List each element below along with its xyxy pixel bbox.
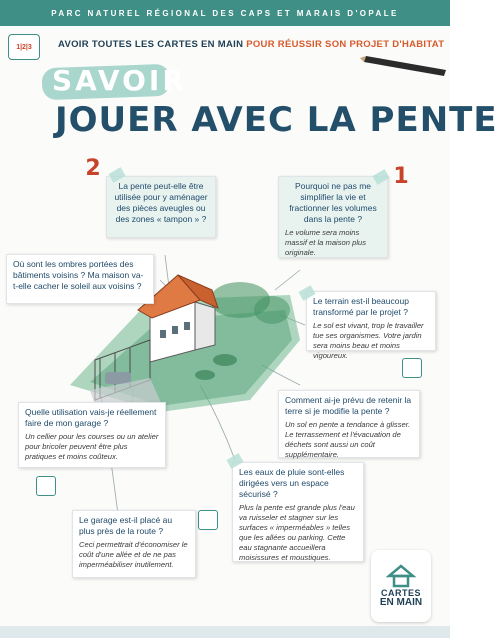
house-marker-icon bbox=[402, 358, 422, 378]
pencil-icon bbox=[360, 54, 450, 80]
note-garage-use-question: Quelle utilisation vais-je réellement faire de mon garage ? bbox=[25, 407, 157, 428]
house-logo-icon bbox=[386, 564, 416, 588]
note-garage-use bbox=[18, 402, 166, 468]
brand-line2: EN MAIN bbox=[379, 597, 423, 608]
series-subtitle bbox=[58, 39, 444, 50]
title-kicker: SAVOIR bbox=[52, 64, 187, 97]
note-garage-placement-question: Le garage est-il placé au plus près de la route ? bbox=[79, 515, 173, 536]
note-rain-water-answer: Plus la pente est grande plus l'eau va ruisseler et stagner sur les surfaces « imperméables » telles que les allées ou parking. Cette eau stagnante accueillera moisissures et moustiques. bbox=[239, 503, 355, 562]
note-split-volumes bbox=[278, 176, 388, 258]
note-shadows-question: Où sont les ombres portées des bâtiments voisins ? Ma maison va-t-elle cacher le soleil aux voisins ? bbox=[13, 259, 144, 291]
note-terrain-answer: Le sol est vivant, trop le travailler tue ses organismes. Votre jardin sera moins beau et moins vigoureux. bbox=[313, 321, 424, 360]
note-garage-placement bbox=[72, 510, 196, 578]
series-logo-text: 1|2|3 bbox=[16, 43, 32, 51]
step-number-1: 1 bbox=[393, 164, 409, 189]
note-garage-placement-answer: Ceci permettrait d'économiser le coût d'une allée et de ne pas imperméabiliser inutilement. bbox=[79, 540, 188, 569]
note-buried-rooms-question: La pente peut-elle être utilisée pour y aménager des pièces aveugles ou des zones « tampon » ? bbox=[114, 181, 208, 224]
house-marker-icon bbox=[198, 510, 218, 530]
cartes-en-main-logo bbox=[371, 550, 431, 622]
subtitle-main: AVOIR TOUTES LES CARTES EN MAIN bbox=[58, 39, 244, 50]
header-band: PARC NATUREL RÉGIONAL DES CAPS ET MARAIS D'OPALE bbox=[0, 0, 450, 26]
note-rain-water-question: Les eaux de pluie sont-elles dirigées vers un espace sécurisé ? bbox=[239, 467, 345, 499]
note-buried-rooms bbox=[106, 176, 216, 238]
note-retain-soil bbox=[278, 390, 420, 458]
step-number-2: 2 bbox=[85, 156, 101, 181]
brand-line1: CARTES bbox=[380, 588, 421, 598]
note-retain-soil-question: Comment ai-je prévu de retenir la terre si je modifie la pente ? bbox=[285, 395, 412, 416]
house-marker-icon bbox=[36, 476, 56, 496]
note-rain-water bbox=[232, 462, 364, 562]
note-garage-use-answer: Un cellier pour les courses ou un atelier pour bricoler peuvent être plus pratiques et moins coûteux. bbox=[25, 432, 159, 461]
subtitle-accent: POUR RÉUSSIR SON PROJET D'HABITAT bbox=[246, 39, 445, 50]
series-logo-icon bbox=[8, 34, 40, 60]
note-split-volumes-question: Pourquoi ne pas me simplifier la vie et fractionner les volumes dans la pente ? bbox=[289, 181, 377, 224]
note-terrain-question: Le terrain est-il beaucoup transformé par le projet ? bbox=[313, 296, 409, 317]
note-shadows bbox=[6, 254, 154, 304]
bottom-band bbox=[0, 626, 450, 638]
note-split-volumes-answer: Le volume sera moins massif et la maison plus originale. bbox=[285, 228, 367, 257]
note-retain-soil-answer: Un sol en pente a tendance à glisser. Le terrassement et l'évacuation de déchets sont aussi un coût supplémentaire. bbox=[285, 420, 411, 459]
page-title: JOUER AVEC LA PENTE bbox=[55, 100, 498, 140]
note-terrain bbox=[306, 291, 436, 360]
